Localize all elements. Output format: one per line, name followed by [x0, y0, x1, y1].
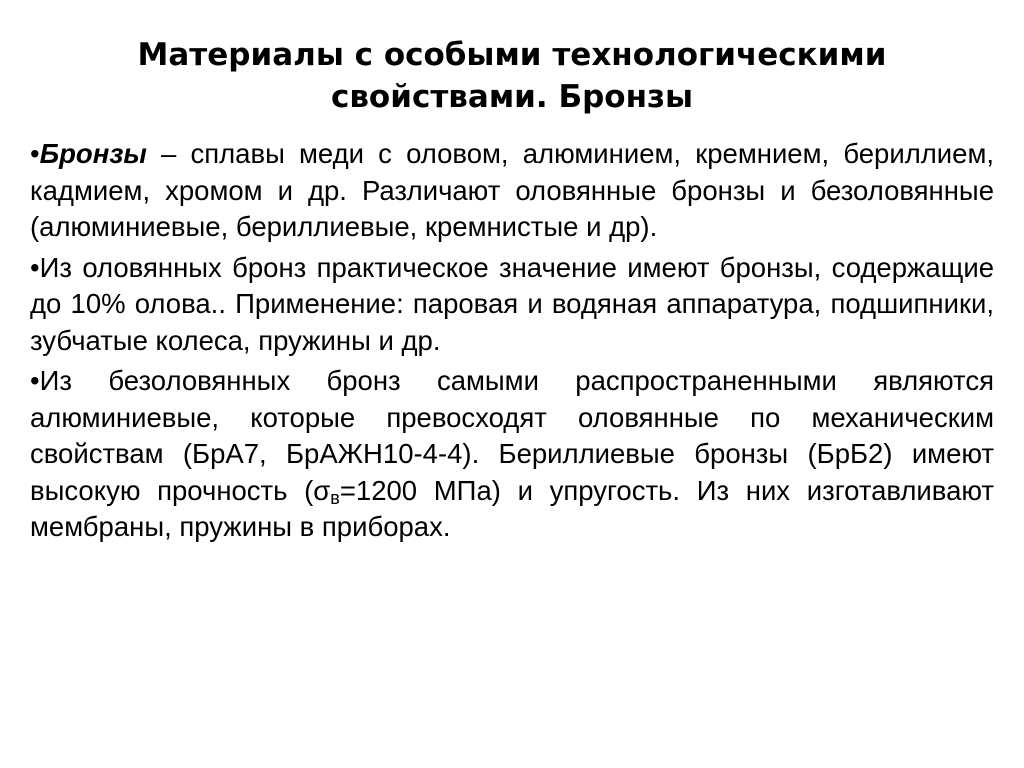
- subscript-v: в: [330, 487, 340, 508]
- slide-title: Материалы с особыми технологическими свойствами. Бронзы: [137, 37, 887, 115]
- slide-content: [30, 136, 994, 550]
- bullet-item: [30, 136, 994, 246]
- bullet-marker: •: [30, 365, 40, 396]
- bullet-text: Из безоловянных бронз самыми распространенными являются алюминиевые, которые превосходят оловянные по механическим свойствам (БрА7, БрАЖН10-4-4). Бериллиевые бронзы (БрБ2) имеют высокую прочность (σ: [30, 365, 994, 506]
- bullet-item: [30, 250, 994, 360]
- bullet-text: Из оловянных бронз практическое значение имеют бронзы, содержащие до 10% олова.. Применение: паровая и водяная аппаратура, подшипники, зубчатые колеса, пружины и др.: [30, 251, 994, 356]
- bullet-marker: •: [30, 251, 40, 283]
- bullet-text-continued: =1200 МПа) и упругость. Из них изготавливают мембраны, пружины в приборах.: [30, 474, 994, 542]
- bullet-text: – сплавы меди с оловом, алюминием, кремнием, бериллием, кадмием, хромом и др. Различают оловянные бронзы и безоловянные (алюминиевые, бериллиевые, кремнистые и др).: [30, 138, 994, 242]
- term-bronzes: Бронзы: [39, 138, 147, 169]
- bullet-marker: •: [30, 138, 40, 169]
- bullet-item: [30, 363, 994, 546]
